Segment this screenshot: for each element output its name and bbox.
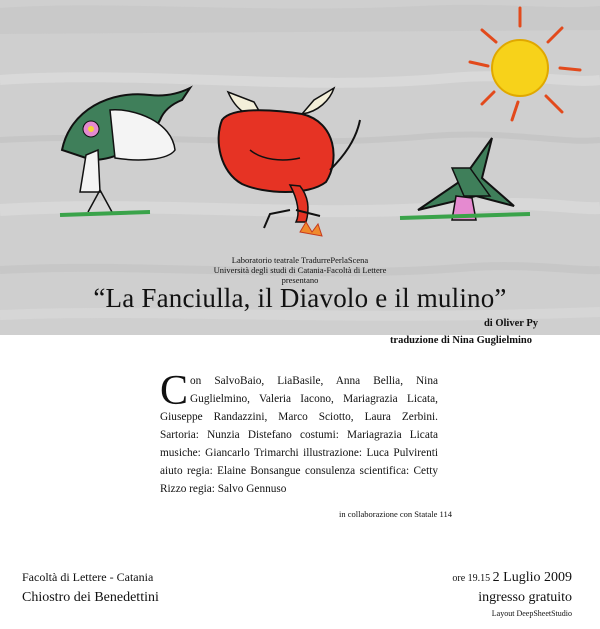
event-datetime [452,570,572,586]
presenter-verb: presentano [281,275,319,285]
cast-credits [160,368,438,498]
layout-credit: Layout DeepSheetStudio [491,609,572,618]
entry-note: ingresso gratuito [478,590,572,605]
collaboration-note: in collaborazione con Statale 114 [339,509,452,519]
presenter-lab: Laboratorio teatrale TradurrePerlaScena [231,255,369,265]
author-credit: di Oliver Py [483,318,538,329]
presenter-university: Università degli studi di Catania-Facoltà di Lettere [213,265,387,275]
drop-cap: C [160,368,189,414]
credits-body: on SalvoBaio, LiaBasile, Anna Bellia, Nina Guglielmino, Valeria Iacono, Mariagrazia Licata, Giuseppe Randazzini, Marco Sciotto, Laura Zerbini. Sartoria: Nunzia Distefano costumi: Mariagrazia Licata musiche: Giancarlo Trimarchi illustrazione: Luca Pulvirenti aiuto regia: Elaine Bonsangue consulenza scientifica: Cetty Rizzo regia: Salvo Gennuso [160,375,438,495]
venue-faculty: Facoltà di Lettere - Catania [22,570,154,584]
venue-location: Chiostro dei Benedettini [22,590,159,605]
event-date: 2 Luglio 2009 [492,570,572,585]
presenter-block [0,255,600,285]
translator-credit: traduzione di Nina Guglielmino [389,335,532,346]
play-title: “La Fanciulla, il Diavolo e il mulino” [93,283,507,313]
event-time: ore 19.15 [452,573,491,584]
